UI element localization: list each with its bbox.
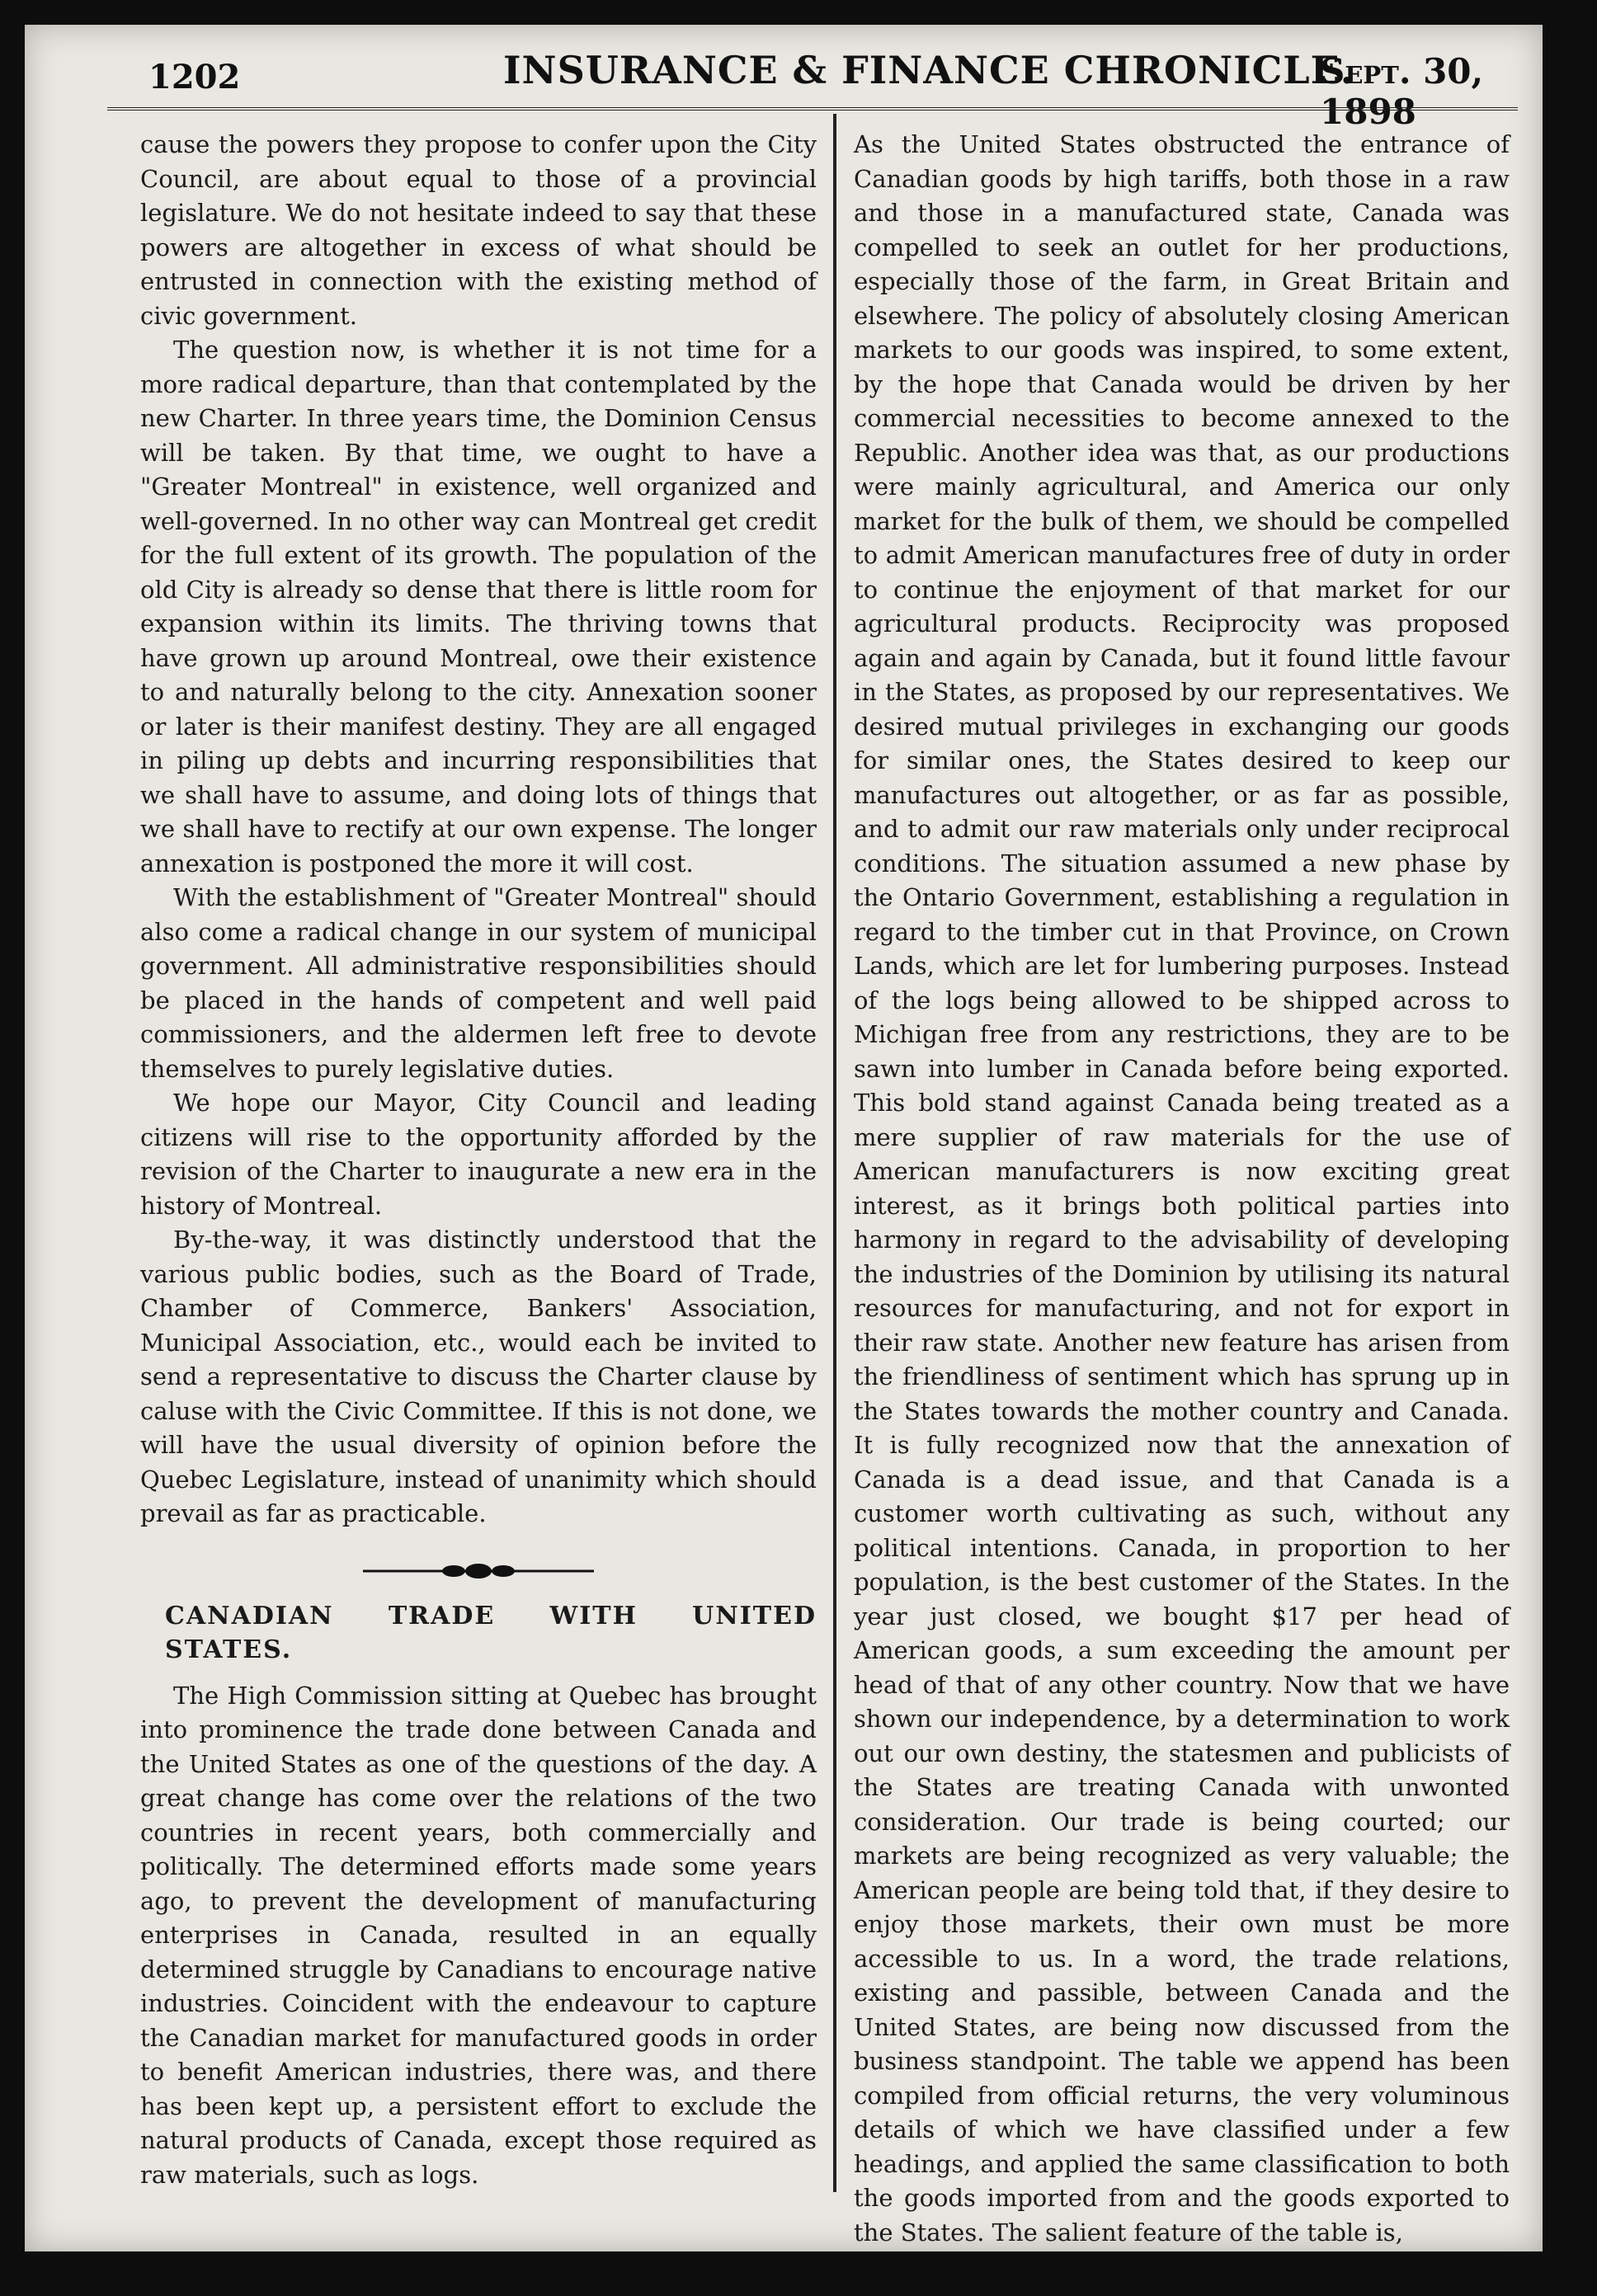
paragraph: We hope our Mayor, City Council and leading citizens will rise to the opportunity afforded by the revision of the Charter to inaugurate a new era in the history of Montreal.: [140, 1089, 817, 1220]
publication-title: INSURANCE & FINANCE CHRONICLE.: [503, 48, 1354, 92]
paragraph: The High Commission sitting at Quebec has brought into prominence the trade done between Canada and the United States as one of the questions of the day. A great change has come over the relations of the two countries in recent years, both commercially and politically. The determined efforts made some years ago, to prevent the development of manufacturing enterprises in Canada, resulted in an equally determined struggle by Canadians to encourage native industries. Coincident with the endeavour to capture the Canadian market for manufactured goods in order to benefit American industries, there was, and there has been kept up, a persistent effort to exclude the natural products of Canada, except those required as raw materials, such as logs.: [140, 1681, 817, 2189]
paragraph: As the United States obstructed the entrance of Canadian goods by high tariffs, both those in a raw and those in a manufactured state, Canada was compelled to seek an outlet for her productions, especially those of the farm, in Great Britain and elsewhere. The policy of absolutely closing American markets to our goods was inspired, to some extent, by the hope that Canada would be driven by her commercial necessities to become annexed to the Republic. Another idea was that, as our productions were mainly agricultural, and America our only market for the bulk of them, we should be compelled to admit American manufactures free of duty in order to continue the enjoyment of that market for our agricultural products. Reciprocity was proposed again and again by Canada, but it found little favour in the States, as proposed by our representatives. We desired mutual privileges in exchanging our goods for similar ones, the States desired to keep our manufactures out altogether, or as far as possible, and to admit our raw materials only under reciprocal conditions. The situation assumed a new phase by the Ontario Government, establishing a regulation in regard to the timber cut in that Province, on Crown Lands, which are let for lumbering purposes. Instead of the logs being allowed to be shipped across to Michigan free from any restrictions, they are to be sawn into lumber in Canada before being exported. This bold stand against Canada being treated as a mere supplier of raw materials for the use of American manufacturers is now exciting great interest, as it brings both political parties into harmony in regard to the advisability of developing the industries of the Dominion by utilising its natural resources for manufacturing, and not for export in their raw state. Another new feature has arisen from the friendliness of sentiment which has sprung up in the States towards the mother country and Canada. It is fully recognized now that the annexation of Canada is a dead issue, and that Canada is a customer worth cultivating as such, without any political intentions. Canada, in proportion to her population, is the best customer of the States. In the year just closed, we bought $17 per head of American goods, a sum exceeding the amount per head of that of any other country. Now that we have shown our independence, by a determination to work out our own destiny, the statesmen and publicists of the States are treating Canada with unwonted consideration. Our trade is being courted; our markets are being recognized as very valuable; the American people are being told that, if they desire to enjoy those markets, their own must be more accessible to us. In a word, the trade relations, existing and passible, between Canada and the United States, are being now discussed from the business standpoint. The table we append has been compiled from official returns, the very voluminous details of which we have classified under a few headings, and applied the same classification to both the goods imported from and the goods exported to the States. The salient feature of the table is,: [854, 130, 1510, 2247]
left-column: [140, 128, 817, 2231]
issue-date: Sept. 30, 1898: [1320, 51, 1484, 132]
paragraph: By-the-way, it was distinctly understood that the various public bodies, such as the Board of Trade, Chamber of Commerce, Bankers' Association, Municipal Association, etc., would each be invited to send a representative to discuss the Charter clause by caluse with the Civic Committee. If this is not done, we will have the usual diversity of opinion before the Quebec Legislature, instead of unanimity which should prevail as far as practicable.: [140, 1226, 817, 1527]
page-number: 1202: [148, 58, 241, 96]
header-rule: [107, 107, 1518, 111]
paragraph: With the establishment of "Greater Montreal" should also come a radical change in our system of municipal government. All administrative responsibilities should be placed in the hands of competent and well paid commissioners, and the aldermen left free to devote themselves to purely legislative duties.: [140, 883, 817, 1083]
newspaper-page: [25, 25, 1543, 2251]
paragraph: cause the powers they propose to confer upon the City Council, are about equal to those of a provincial legislature. We do not hesitate indeed to say that these powers are altogether in excess of what should be entrusted in connection with the existing method of civic government.: [140, 130, 817, 330]
right-column: [854, 128, 1510, 2247]
paragraph: The question now, is whether it is not time for a more radical departure, than that contemplated by the new Charter. In three years time, the Dominion Census will be taken. By that time, we ought to have a "Greater Montreal" in existence, well organized and well-governed. In no other way can Montreal get credit for the full extent of its growth. The population of the old City is already so dense that there is little room for expansion within its limits. The thriving towns that have grown up around Montreal, owe their existence to and naturally belong to the city. Annexation sooner or later is their manifest destiny. They are all engaged in piling up debts and incurring responsibilities that we shall have to assume, and doing lots of things that we shall have to rectify at our own expense. The longer annexation is postponed the more it will cost.: [140, 336, 817, 877]
section-heading: CANADIAN TRADE WITH UNITED STATES.: [165, 1601, 817, 1664]
section-ornament: [140, 1556, 817, 1581]
page-header: [25, 25, 1543, 132]
column-divider: [833, 114, 836, 2192]
